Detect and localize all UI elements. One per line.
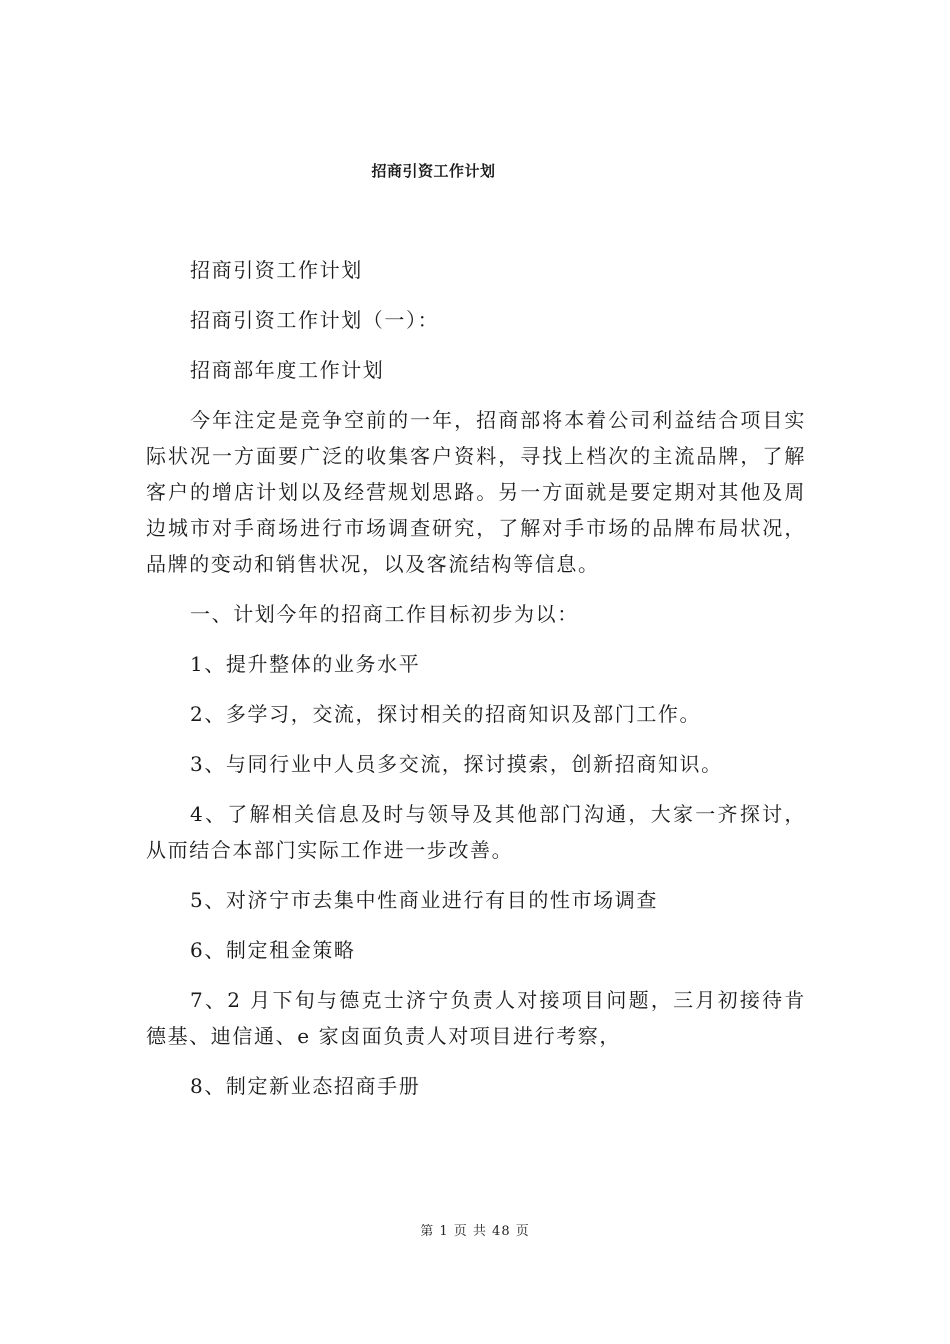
list-item: 5、对济宁市去集中性商业进行有目的性市场调查 <box>190 888 658 912</box>
page-number-footer: 第 1 页 共 48 页 <box>420 1224 530 1239</box>
list-item: 8、制定新业态招商手册 <box>190 1074 421 1098</box>
list-item: 2、多学习，交流，探讨相关的招商知识及部门工作。 <box>190 702 702 726</box>
list-item: 4、了解相关信息及时与领导及其他部门沟通，大家一齐探讨，从而结合本部门实际工作进一步改善。 <box>146 802 806 862</box>
paragraph-heading: 招商引资工作计划 <box>190 258 363 282</box>
document-body <box>146 252 806 1118</box>
list-item: 3、与同行业中人员多交流，探讨摸索，创新招商知识。 <box>190 752 723 776</box>
list-item: 1、提升整体的业务水平 <box>190 652 421 676</box>
paragraph-intro: 今年注定是竞争空前的一年，招商部将本着公司利益结合项目实际状况一方面要广泛的收集客户资料，寻找上档次的主流品牌，了解客户的增店计划以及经营规划思路。另一方面就是要定期对其他及周边城市对手商场进行市场调查研究，了解对手市场的品牌布局状况，品牌的变动和销售状况，以及客流结构等信息。 <box>146 408 806 576</box>
list-item: 7、2 月下旬与德克士济宁负责人对接项目问题，三月初接待肯德基、迪信通、e 家卤面负责人对项目进行考察， <box>146 988 806 1048</box>
document-title: 招商引资工作计划 <box>371 162 496 180</box>
paragraph-subheading: 招商引资工作计划（一）： <box>190 308 440 332</box>
paragraph-goals-heading: 一、计划今年的招商工作目标初步为以： <box>190 602 579 626</box>
list-item: 6、制定租金策略 <box>190 938 356 962</box>
paragraph-section-title: 招商部年度工作计划 <box>190 358 385 382</box>
